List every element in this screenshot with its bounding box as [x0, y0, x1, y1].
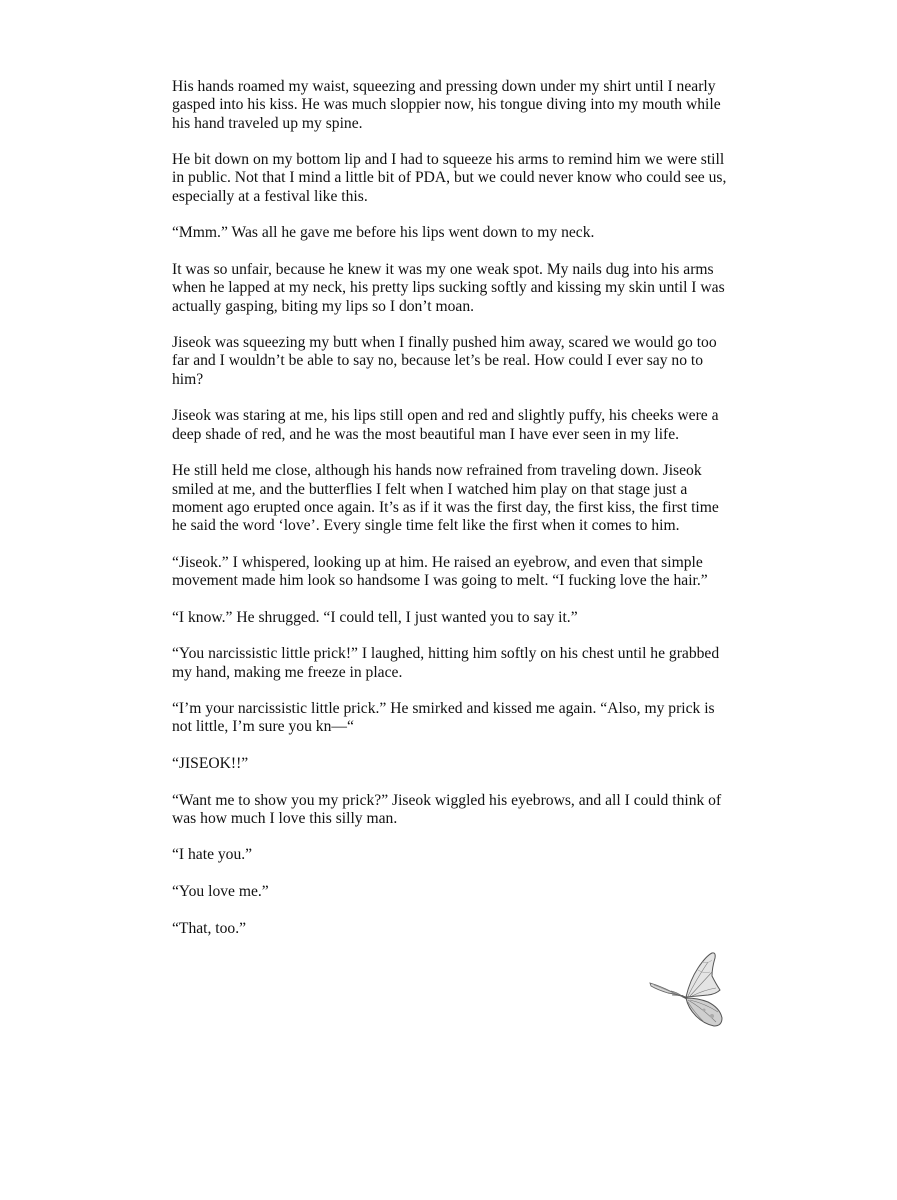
paragraph-6: Jiseok was staring at me, his lips still open and red and slightly puffy, his cheeks were a deep shade of red, and he was the most beautiful man I have ever seen in my life.: [172, 407, 719, 443]
paragraph-5: Jiseok was squeezing my butt when I finally pushed him away, scared we would go too far and I wouldn’t be able to say no, because let’s be real. How could I ever say no to him?: [172, 334, 717, 388]
paragraph-3: “Mmm.” Was all he gave me before his lips went down to my neck.: [172, 224, 595, 242]
paragraph-2: He bit down on my bottom lip and I had to squeeze his arms to remind him we were still in public. Not that I mind a little bit of PDA, but we could never know who could see us, especially at a festival like this.: [172, 151, 727, 205]
story-text: [172, 78, 732, 956]
paragraph-8: “Jiseok.” I whispered, looking up at him. He raised an eyebrow, and even that simple movement made him look so handsome I was going to melt. “I fucking love the hair.”: [172, 553, 708, 590]
paragraph-14: “I hate you.”: [172, 846, 253, 864]
paragraph-12: “JISEOK!!”: [172, 754, 249, 772]
paragraph-1: His hands roamed my waist, squeezing and pressing down under my shirt until I nearly gasped into his kiss. He was much sloppier now, his tongue diving into my mouth while his hand traveled up my spine.: [172, 78, 721, 132]
paragraph-7: He still held me close, although his hands now refrained from traveling down. Jiseok smiled at me, and the butterflies I felt when I watched him play on that stage just a moment ago erupted once again. It’s as if it was the first day, the first kiss, the first time he said the word ‘love’. Every single time felt like the first when it comes to him.: [172, 462, 719, 535]
paragraph-4: It was so unfair, because he knew it was my one weak spot. My nails dug into his arms when he lapped at my neck, his pretty lips sucking softly and kissing my skin until I was actually gasping, biting my lips so I don’t moan.: [172, 260, 725, 315]
paragraph-13: “Want me to show you my prick?” Jiseok wiggled his eyebrows, and all I could think of was how much I love this silly man.: [172, 791, 722, 827]
paragraph-15: “You love me.”: [172, 883, 269, 901]
paragraph-11: “I’m your narcissistic little prick.” He smirked and kissed me again. “Also, my prick is not little, I’m sure you kn—“: [172, 700, 715, 736]
paragraph-16: “That, too.”: [172, 919, 247, 937]
paragraph-10: “You narcissistic little prick!” I laughed, hitting him softly on his chest until he grabbed my hand, making me freeze in place.: [172, 645, 720, 681]
paragraph-9: “I know.” He shrugged. “I could tell, I just wanted you to say it.”: [172, 608, 578, 626]
butterfly-icon: [646, 950, 730, 1030]
